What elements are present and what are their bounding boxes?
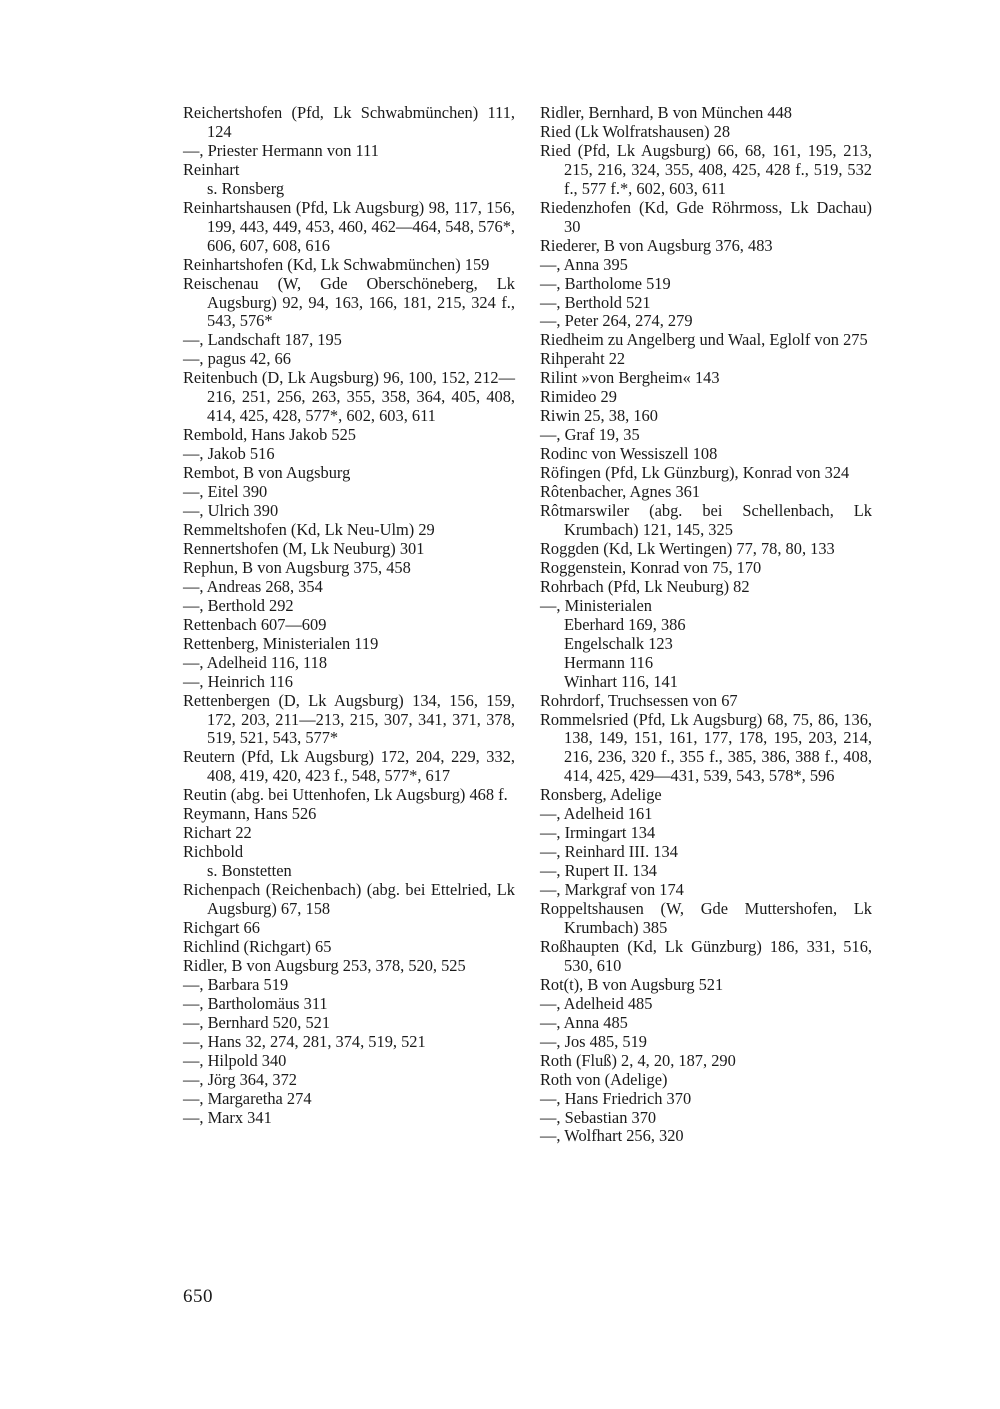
index-column-left	[183, 104, 515, 1127]
index-entry: —, Anna 485	[540, 1012, 628, 1032]
index-entry: —, Bernhard 520, 521	[183, 1012, 331, 1032]
index-entry: Rembold, Hans Jakob 525	[183, 425, 356, 445]
index-subentry: s. Bonstetten	[207, 861, 292, 881]
index-entry: —, Markgraf von 174	[540, 880, 684, 900]
index-entry: —, Jos 485, 519	[540, 1031, 648, 1051]
index-entry: —, Peter 264, 274, 279	[540, 311, 693, 331]
index-entry: Röfingen (Pfd, Lk Günzburg), Konrad von 324	[540, 463, 850, 483]
index-entry: Rohrbach (Pfd, Lk Neuburg) 82	[540, 576, 750, 596]
index-entry: Reichertshofen (Pfd, Lk Schwabmünchen) 111, 124	[183, 103, 515, 141]
index-entry: Reinhartshofen (Kd, Lk Schwabmünchen) 159	[183, 254, 490, 274]
index-entry: —, Graf 19, 35	[540, 425, 640, 445]
page-number: 650	[183, 1286, 213, 1307]
index-entry: Roggenstein, Konrad von 75, 170	[540, 557, 762, 577]
index-entry: Richbold	[183, 842, 244, 862]
index-entry: —, Adelheid 485	[540, 993, 653, 1013]
index-entry: Ridler, B von Augsburg 253, 378, 520, 525	[183, 955, 466, 975]
index-entry: Richgart 66	[183, 917, 260, 937]
index-entry: Remmeltshofen (Kd, Lk Neu-Ulm) 29	[183, 519, 435, 539]
index-entry: Reinhart	[183, 159, 240, 179]
index-entry: —, Hilpold 340	[183, 1050, 287, 1070]
index-entry: Roppeltshausen (W, Gde Muttershofen, Lk Krumbach) 385	[540, 899, 872, 937]
index-entry: —, Irmingart 134	[540, 823, 656, 843]
index-entry: Riedheim zu Angelberg und Waal, Eglolf von 275	[540, 330, 868, 350]
index-entry: —, Jakob 516	[183, 444, 275, 464]
index-entry: —, Eitel 390	[183, 482, 268, 502]
index-entry: Roth (Fluß) 2, 4, 20, 187, 290	[540, 1050, 736, 1070]
index-entry: —, Reinhard III. 134	[540, 842, 678, 862]
index-entry: Rennertshofen (M, Lk Neuburg) 301	[183, 538, 425, 558]
index-column-right	[540, 104, 872, 1146]
index-entry: Richenpach (Reichenbach) (abg. bei Ettelried, Lk Augsburg) 67, 158	[183, 880, 515, 919]
index-entry: Rôtenbacher, Agnes 361	[540, 482, 701, 502]
index-entry: —, Bartholomäus 311	[183, 993, 328, 1013]
index-entry: Richart 22	[183, 823, 252, 843]
index-entry: Rettenbach 607—609	[183, 614, 327, 634]
index-entry: —, Rupert II. 134	[540, 861, 657, 881]
index-subentry: s. Ronsberg	[207, 178, 285, 198]
index-entry: Rohrdorf, Truchsessen von 67	[540, 690, 738, 710]
index-entry: Rephun, B von Augsburg 375, 458	[183, 557, 411, 577]
index-entry: —, Jörg 364, 372	[183, 1069, 297, 1089]
index-entry: —, Adelheid 161	[540, 804, 653, 824]
index-entry: Roggden (Kd, Lk Wertingen) 77, 78, 80, 133	[540, 538, 835, 558]
index-entry: Reymann, Hans 526	[183, 804, 317, 824]
index-entry: —, Wolfhart 256, 320	[540, 1126, 684, 1146]
index-entry: —, Berthold 521	[540, 292, 651, 312]
index-entry: Rimideo 29	[540, 387, 617, 407]
index-entry: Ronsberg, Adelige	[540, 785, 662, 805]
index-entry: —, Landschaft 187, 195	[183, 330, 342, 350]
index-entry: —, Sebastian 370	[540, 1107, 657, 1127]
index-entry: Rommelsried (Pfd, Lk Augsburg) 68, 75, 86, 136, 138, 149, 151, 161, 177, 178, 195, 203, 214, 216, 236, 320 f., 355 f., 385, 386, 388 f., 408, 414, 425, 429—431, 539, 543, 578*, 596	[540, 709, 872, 786]
index-entry: Rembot, B von Augsburg	[183, 463, 351, 483]
index-entry: Reischenau (W, Gde Oberschöneberg, Lk Augsburg) 92, 94, 163, 166, 181, 215, 324 f., 543, 576*	[183, 273, 515, 331]
index-entry: —, Ulrich 390	[183, 501, 279, 521]
index-entry: —, Adelheid 116, 118	[183, 652, 328, 672]
index-entry: Roth von (Adelige)	[540, 1069, 668, 1089]
index-entry: —, Priester Hermann von 111	[183, 140, 379, 160]
index-entry: Rôtmarswiler (abg. bei Schellenbach, Lk Krumbach) 121, 145, 325	[540, 501, 872, 539]
index-entry: Reinhartshausen (Pfd, Lk Augsburg) 98, 117, 156, 199, 443, 449, 453, 460, 462—464, 548, 576*, 606, 607, 608, 616	[183, 197, 515, 255]
index-entry: Reitenbuch (D, Lk Augsburg) 96, 100, 152, 212—216, 251, 256, 263, 355, 358, 364, 405, 408, 414, 425, 428, 577*, 602, 603, 611	[183, 368, 515, 426]
index-entry: —, Hans Friedrich 370	[540, 1088, 692, 1108]
index-entry: Riedenzhofen (Kd, Gde Röhrmoss, Lk Dachau) 30	[540, 197, 872, 236]
index-subentry: Eberhard 169, 386	[564, 614, 686, 634]
index-entry: Riederer, B von Augsburg 376, 483	[540, 235, 773, 255]
index-entry: Riwin 25, 38, 160	[540, 406, 658, 426]
index-entry: Roßhaupten (Kd, Lk Günzburg) 186, 331, 516, 530, 610	[540, 936, 872, 975]
index-entry: —, Anna 395	[540, 254, 628, 274]
index-entry: —, Heinrich 116	[183, 671, 294, 691]
index-subentry: Hermann 116	[564, 652, 654, 672]
index-entry: —, Bartholome 519	[540, 273, 671, 293]
index-entry: —, Barbara 519	[183, 974, 289, 994]
index-entry: —, Margaretha 274	[183, 1088, 312, 1108]
index-entry: Rilint »von Bergheim« 143	[540, 368, 720, 388]
index-entry: Reutern (Pfd, Lk Augsburg) 172, 204, 229, 332, 408, 419, 420, 423 f., 548, 577*, 617	[183, 747, 515, 786]
index-entry: Reutin (abg. bei Uttenhofen, Lk Augsburg) 468 f.	[183, 785, 508, 805]
index-entry: —, Marx 341	[183, 1107, 272, 1127]
index-entry: Ried (Lk Wolfratshausen) 28	[540, 121, 731, 141]
index-entry: Rettenberg, Ministerialen 119	[183, 633, 379, 653]
index-entry: Richlind (Richgart) 65	[183, 936, 332, 956]
index-entry: Rettenbergen (D, Lk Augsburg) 134, 156, 159, 172, 203, 211—213, 215, 307, 341, 371, 378, 519, 521, 543, 577*	[183, 690, 515, 748]
index-entry: —, Ministerialen	[540, 595, 652, 615]
index-entry: Ridler, Bernhard, B von München 448	[540, 103, 792, 122]
index-entry: Ried (Pfd, Lk Augsburg) 66, 68, 161, 195, 213, 215, 216, 324, 355, 408, 425, 428 f., 519, 532 f., 577 f.*, 602, 603, 611	[540, 140, 872, 198]
index-subentry: Winhart 116, 141	[564, 671, 678, 691]
index-entry: Rot(t), B von Augsburg 521	[540, 974, 724, 994]
index-entry: —, Andreas 268, 354	[183, 576, 323, 596]
index-entry: —, Berthold 292	[183, 595, 294, 615]
index-entry: Rihperaht 22	[540, 349, 626, 369]
index-entry: —, pagus 42, 66	[183, 349, 291, 369]
index-entry: —, Hans 32, 274, 281, 374, 519, 521	[183, 1031, 426, 1051]
index-entry: Rodinc von Wessiszell 108	[540, 444, 718, 464]
index-subentry: Engelschalk 123	[564, 633, 673, 653]
